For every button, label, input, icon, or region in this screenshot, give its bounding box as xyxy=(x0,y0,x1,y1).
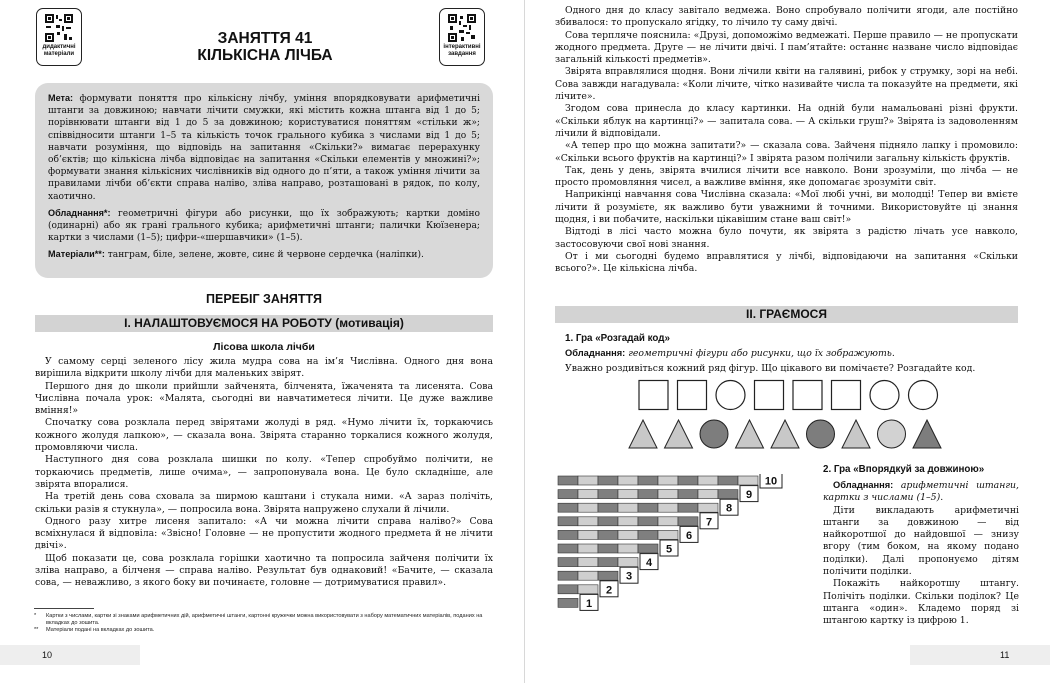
materials-label: Матеріали**: xyxy=(48,249,105,260)
rod-segment xyxy=(658,503,678,512)
story-paragraph: На третій день сова сховала за ширмою каштани і стукала ними. «А зараз полічіть, скільки разів я стукнула», — попросила вона. Звірята напружено слухали й лічили. xyxy=(35,491,493,515)
rod-segment xyxy=(558,571,578,580)
rod-segment xyxy=(638,490,658,499)
footnote-mark: ** xyxy=(34,627,39,633)
rod-segment xyxy=(558,517,578,526)
rod-segment xyxy=(578,517,598,526)
rod-segment xyxy=(718,490,738,499)
rod-segment xyxy=(578,530,598,539)
rod-segment xyxy=(618,544,638,553)
rod-segment xyxy=(558,530,578,539)
rod-segment xyxy=(638,544,658,553)
materials-paragraph xyxy=(48,248,480,261)
game2-paragraph: Покажіть найкоротшу штангу. Полічіть поділки. Скільки поділок? Це штанга «один». Кладемо поряд зі штангою картку із цифрою 1. xyxy=(823,578,1019,627)
progress-heading: ПЕРЕБІГ ЗАНЯТТЯ xyxy=(206,292,322,306)
triangle-shape xyxy=(771,420,799,448)
footnote-2 xyxy=(34,627,494,634)
rod-segment xyxy=(558,476,578,485)
rod-segment xyxy=(598,490,618,499)
rod-segment xyxy=(558,503,578,512)
rod-segment xyxy=(578,558,598,567)
game2-equipment xyxy=(823,479,1019,505)
rod-segment xyxy=(718,476,738,485)
rod-segment xyxy=(658,476,678,485)
qr-code-icon xyxy=(447,13,477,43)
rod-segment xyxy=(658,490,678,499)
goal-paragraph xyxy=(48,92,480,203)
lesson-title-block xyxy=(95,31,435,64)
qr-caption: інтерактивні завдання xyxy=(443,44,481,57)
rod-segment xyxy=(558,544,578,553)
story-paragraph: Звірята вправлялися щодня. Вони лічили квіти на галявині, рибок у струмку, зорі на небі. Сова завжди нагадувала: «Коли лічите, чітко називайте числа та показуйте на предмети, які лічите». xyxy=(555,66,1018,103)
game1-equipment-label: Обладнання: xyxy=(565,348,626,358)
story-paragraph: Так, день у день, звірята вчилися лічити все навколо. Вони зрозуміли, що лічба — не просто промовляння чисел, а важливе вміння, яке допомагає зрозуміти світ. xyxy=(555,164,1018,189)
rod-segment xyxy=(618,530,638,539)
story-paragraph: Наприкінці навчання сова Числівна сказала: «Мої любі учні, ви молодці! Тепер ви вмієте лічити й розумієте, як важливо бути уважними й точними. Використовуйте ці знання щодня, і ви побачите, наскільки цікавішим стане ваш світ!» xyxy=(555,189,1018,226)
rod-segment xyxy=(618,558,638,567)
story-paragraph: От і ми сьогодні будемо вправлятися у лічбі, відповідаючи на запитання «Скільки всього?». Це кількісна лічба. xyxy=(555,250,1018,275)
footnote-divider xyxy=(34,608,94,609)
rod-segment xyxy=(598,530,618,539)
goal-text: формувати поняття про кількісну лічбу, уміння впорядковувати арифметичні штанги за довжиною; навчати лічити смужки, які містить кожна штанга від 1 до 5; порівнювати штанги від 1 до 5 за довжиною; користуватися поняттям «стільки ж»; співвідносити штанги 1–5 та кількість точок грального кубика з числами від 1 до 5; навчати розуміння, що відповідь на запитання «Скільки?» вимагає перерахунку об’єктів; що кількісна лічба відповідає на запитання «Скільки елементів у множині?»; формувати знання кількісних числівників від одного до п’яти, а також уміння лічити за правилами лічби об’єкти справа наліво, зліва направо, розташовані в рядок, по колу, хаотично. xyxy=(48,94,480,202)
materials-text: танграм, біле, зелене, жовте, синє й червоне сердечка (наліпки). xyxy=(104,250,424,261)
number-card-label: 10 xyxy=(764,475,778,488)
equipment-paragraph xyxy=(48,207,480,245)
story-paragraph: У самому серці зеленого лісу жила мудра сова на ім’я Числівна. Одного дня вона вирішила відкрити школу лічби для маленьких звірят. xyxy=(35,356,493,380)
page-number-band xyxy=(0,645,140,665)
qr-caption: дидактичні матеріали xyxy=(42,44,76,57)
story-paragraph: Наступного дня сова розклала шишки по колу. «Тепер спробуймо полічити, не торкаючись предметів, лише очима», — запропонувала вона. Це було складніше, але звірята впоралися. xyxy=(35,454,493,490)
rod-segment xyxy=(698,490,718,499)
rod-segment xyxy=(698,503,718,512)
square-shape xyxy=(678,381,707,410)
lesson-number: ЗАНЯТТЯ 41 xyxy=(217,30,313,47)
equipment-label: Обладнання*: xyxy=(48,207,111,218)
number-card-label: 9 xyxy=(745,489,753,502)
story-text-left xyxy=(35,356,493,590)
rod-segment xyxy=(578,544,598,553)
rod-segment xyxy=(678,517,698,526)
rod-segment xyxy=(678,476,698,485)
rod-segment xyxy=(558,598,578,607)
rod-segment xyxy=(618,490,638,499)
arithmetic-rods-figure xyxy=(555,474,815,620)
square-shape xyxy=(639,381,668,410)
story-paragraph: Одного дня до класу завітало ведмежа. Воно спробувало полічити ягоди, але постійно збивалося: то пропускало ягідку, то лічило ту саму двічі. xyxy=(555,5,1018,29)
rod-segment xyxy=(578,503,598,512)
game2-equipment-text: арифметичні штанги, картки з числами (1–5). xyxy=(823,480,1019,504)
rod-segment xyxy=(638,476,658,485)
story-text-right xyxy=(555,5,1018,276)
game2-title: 2. Гра «Впорядкуй за довжиною» xyxy=(823,464,985,475)
rod-segment xyxy=(578,490,598,499)
rod-segment xyxy=(598,544,618,553)
page-number-right: 11 xyxy=(1000,650,1010,660)
circle-shape xyxy=(878,420,906,448)
qr-code-icon xyxy=(44,13,74,43)
page-number-left: 10 xyxy=(42,650,53,660)
qr-code-interactive[interactable] xyxy=(439,8,485,66)
right-page xyxy=(525,0,1050,683)
equipment-text: геометричні фігури або рисунки, що їх зображують; картки доміно (одинарні) або як грані грального кубика; арифметичні штанги; палички Кюїзенера; картки з числами (1–5); цифри-«шершавчики» (1–5). xyxy=(48,208,480,244)
shapes-code-puzzle xyxy=(625,378,965,452)
rod-segment xyxy=(658,517,678,526)
rod-segment xyxy=(598,517,618,526)
rod-segment xyxy=(558,585,578,594)
number-card-label: 5 xyxy=(665,543,673,556)
game1-equipment xyxy=(555,347,1018,360)
number-card-label: 3 xyxy=(625,570,633,583)
circle-shape xyxy=(807,420,835,448)
rod-segment xyxy=(598,558,618,567)
rod-segment xyxy=(578,476,598,485)
rod-segment xyxy=(558,558,578,567)
game2-paragraph: Діти викладають арифметичні штанги за довжиною — від найкоротшої до найдовшої — знизу вгору (тим боком, на якому подано поділки). Далі пропонуємо дітям полічити поділки. xyxy=(823,504,1019,578)
footnotes xyxy=(34,613,494,634)
footnote-mark: * xyxy=(34,613,37,619)
footnote-text: Картки з числами, картки зі знаками арифметичних дій, арифметичні штанги, картонні кружечки можна використовувати з набору математичних матеріалів, поданих на вкладках до зошита. xyxy=(46,613,483,626)
rod-segment xyxy=(558,490,578,499)
footnote-1 xyxy=(34,613,494,627)
square-shape xyxy=(793,381,822,410)
rod-segment xyxy=(678,503,698,512)
number-card-label: 1 xyxy=(585,597,593,610)
section-play-heading: ІІ. ГРАЄМОСЯ xyxy=(555,306,1018,323)
story-paragraph: Відтоді в лісі часто можна було почути, як звірята з радістю лічать усе навколо, застосовуючи свої нові знання. xyxy=(555,226,1018,250)
rod-segment xyxy=(738,476,758,485)
game1-instruction: Уважно роздивіться кожний ряд фігур. Що цікавого ви помічаєте? Розгадайте код. xyxy=(565,363,976,375)
section-motivation-heading: І. НАЛАШТОВУЄМОСЯ НА РОБОТУ (мотивація) xyxy=(35,315,493,332)
number-card-label: 4 xyxy=(645,557,653,570)
circle-shape xyxy=(716,381,745,410)
rod-segment xyxy=(578,585,598,594)
story-paragraph: Згодом сова принесла до класу картинки. На одній були намальовані різні фрукти. «Скільки яблук на картинці?» — запитала сова. — А скільки груш?» Звірята із задоволенням лічили й відповідали. xyxy=(555,103,1018,139)
triangle-shape xyxy=(842,420,870,448)
rod-segment xyxy=(578,571,598,580)
story-paragraph: Першого дня до школи прийшли зайченята, білченята, їжаченята та лисенята. Сова Числівна почала урок: «Малята, сьогодні ви навчатиметеся лічити. Це дуже важливе вміння!» xyxy=(35,380,493,417)
lesson-topic: КІЛЬКІСНА ЛІЧБА xyxy=(197,46,333,64)
game1-equipment-text: геометричні фігури або рисунки, що їх зображують. xyxy=(625,348,895,359)
rod-segment xyxy=(638,530,658,539)
story-paragraph: Щоб показати це, сова розклала горішки хаотично та попросила зайченя полічити їх зліва направо, а білченя — справа наліво. Результат був однаковий! «Бачите, — сказала сова, — неважливо, з якого боку ви починаєте, головне — дотримуватися правил». xyxy=(35,552,493,589)
number-card-label: 8 xyxy=(725,502,733,515)
story-title: Лісова школа лічби xyxy=(213,341,315,353)
story-paragraph: Спочатку сова розклала перед звірятами жолуді в ряд. «Нумо лічити їх, торкаючись кожного жолудя лапкою», — сказала вона. Звірята старанно торкалися кожного жолудя, промовляючи числа. xyxy=(35,417,493,454)
story-paragraph: «А тепер про що можна запитати?» — сказала сова. Зайченя підняло лапку і промовило: «Скільки всього фруктів на картинці?» І звірята разом полічили загальну кількість фруктів. xyxy=(555,140,1018,164)
game2-block xyxy=(823,464,1019,628)
square-shape xyxy=(755,381,784,410)
number-card-label: 2 xyxy=(605,584,613,597)
rod-segment xyxy=(598,503,618,512)
triangle-shape xyxy=(913,420,941,448)
game2-equipment-label: Обладнання: xyxy=(833,480,894,490)
footnote-text: Матеріали подані на вкладках до зошита. xyxy=(46,627,155,633)
rod-segment xyxy=(618,476,638,485)
rod-segment xyxy=(598,476,618,485)
circle-shape xyxy=(700,420,728,448)
number-card-label: 7 xyxy=(705,516,713,529)
number-card-label: 6 xyxy=(685,529,693,542)
story-paragraph: Одного разу хитре лисеня запитало: «А чи можна лічити справа наліво?» Сова всміхнулася й відповіла: «Звісно! Головне — не пропустити жодного предмета й не лічити двічі». xyxy=(35,515,493,552)
circle-shape xyxy=(909,381,938,410)
circle-shape xyxy=(870,381,899,410)
qr-code-didactic[interactable] xyxy=(36,8,82,66)
rod-segment xyxy=(638,517,658,526)
goal-label: Мета: xyxy=(48,93,74,103)
story-paragraph: Сова терпляче пояснила: «Друзі, допоможімо ведмежаті. Перше правило — не пропускати жодного предмета. Друге — не лічити двічі. І пам’ятайте: останнє назване число відповідає загальній кількості предметів». xyxy=(555,29,1018,66)
triangle-shape xyxy=(736,420,764,448)
rod-segment xyxy=(698,476,718,485)
game1-title: 1. Гра «Розгадай код» xyxy=(565,333,670,344)
rod-segment xyxy=(618,503,638,512)
rod-segment xyxy=(618,517,638,526)
rod-segment xyxy=(678,490,698,499)
rod-segment xyxy=(658,530,678,539)
game1-block xyxy=(555,333,1018,376)
triangle-shape xyxy=(665,420,693,448)
page-number-band xyxy=(910,645,1050,665)
rod-segment xyxy=(638,503,658,512)
triangle-shape xyxy=(629,420,657,448)
rod-segment xyxy=(598,571,618,580)
square-shape xyxy=(832,381,861,410)
lesson-goals-box xyxy=(35,83,493,278)
